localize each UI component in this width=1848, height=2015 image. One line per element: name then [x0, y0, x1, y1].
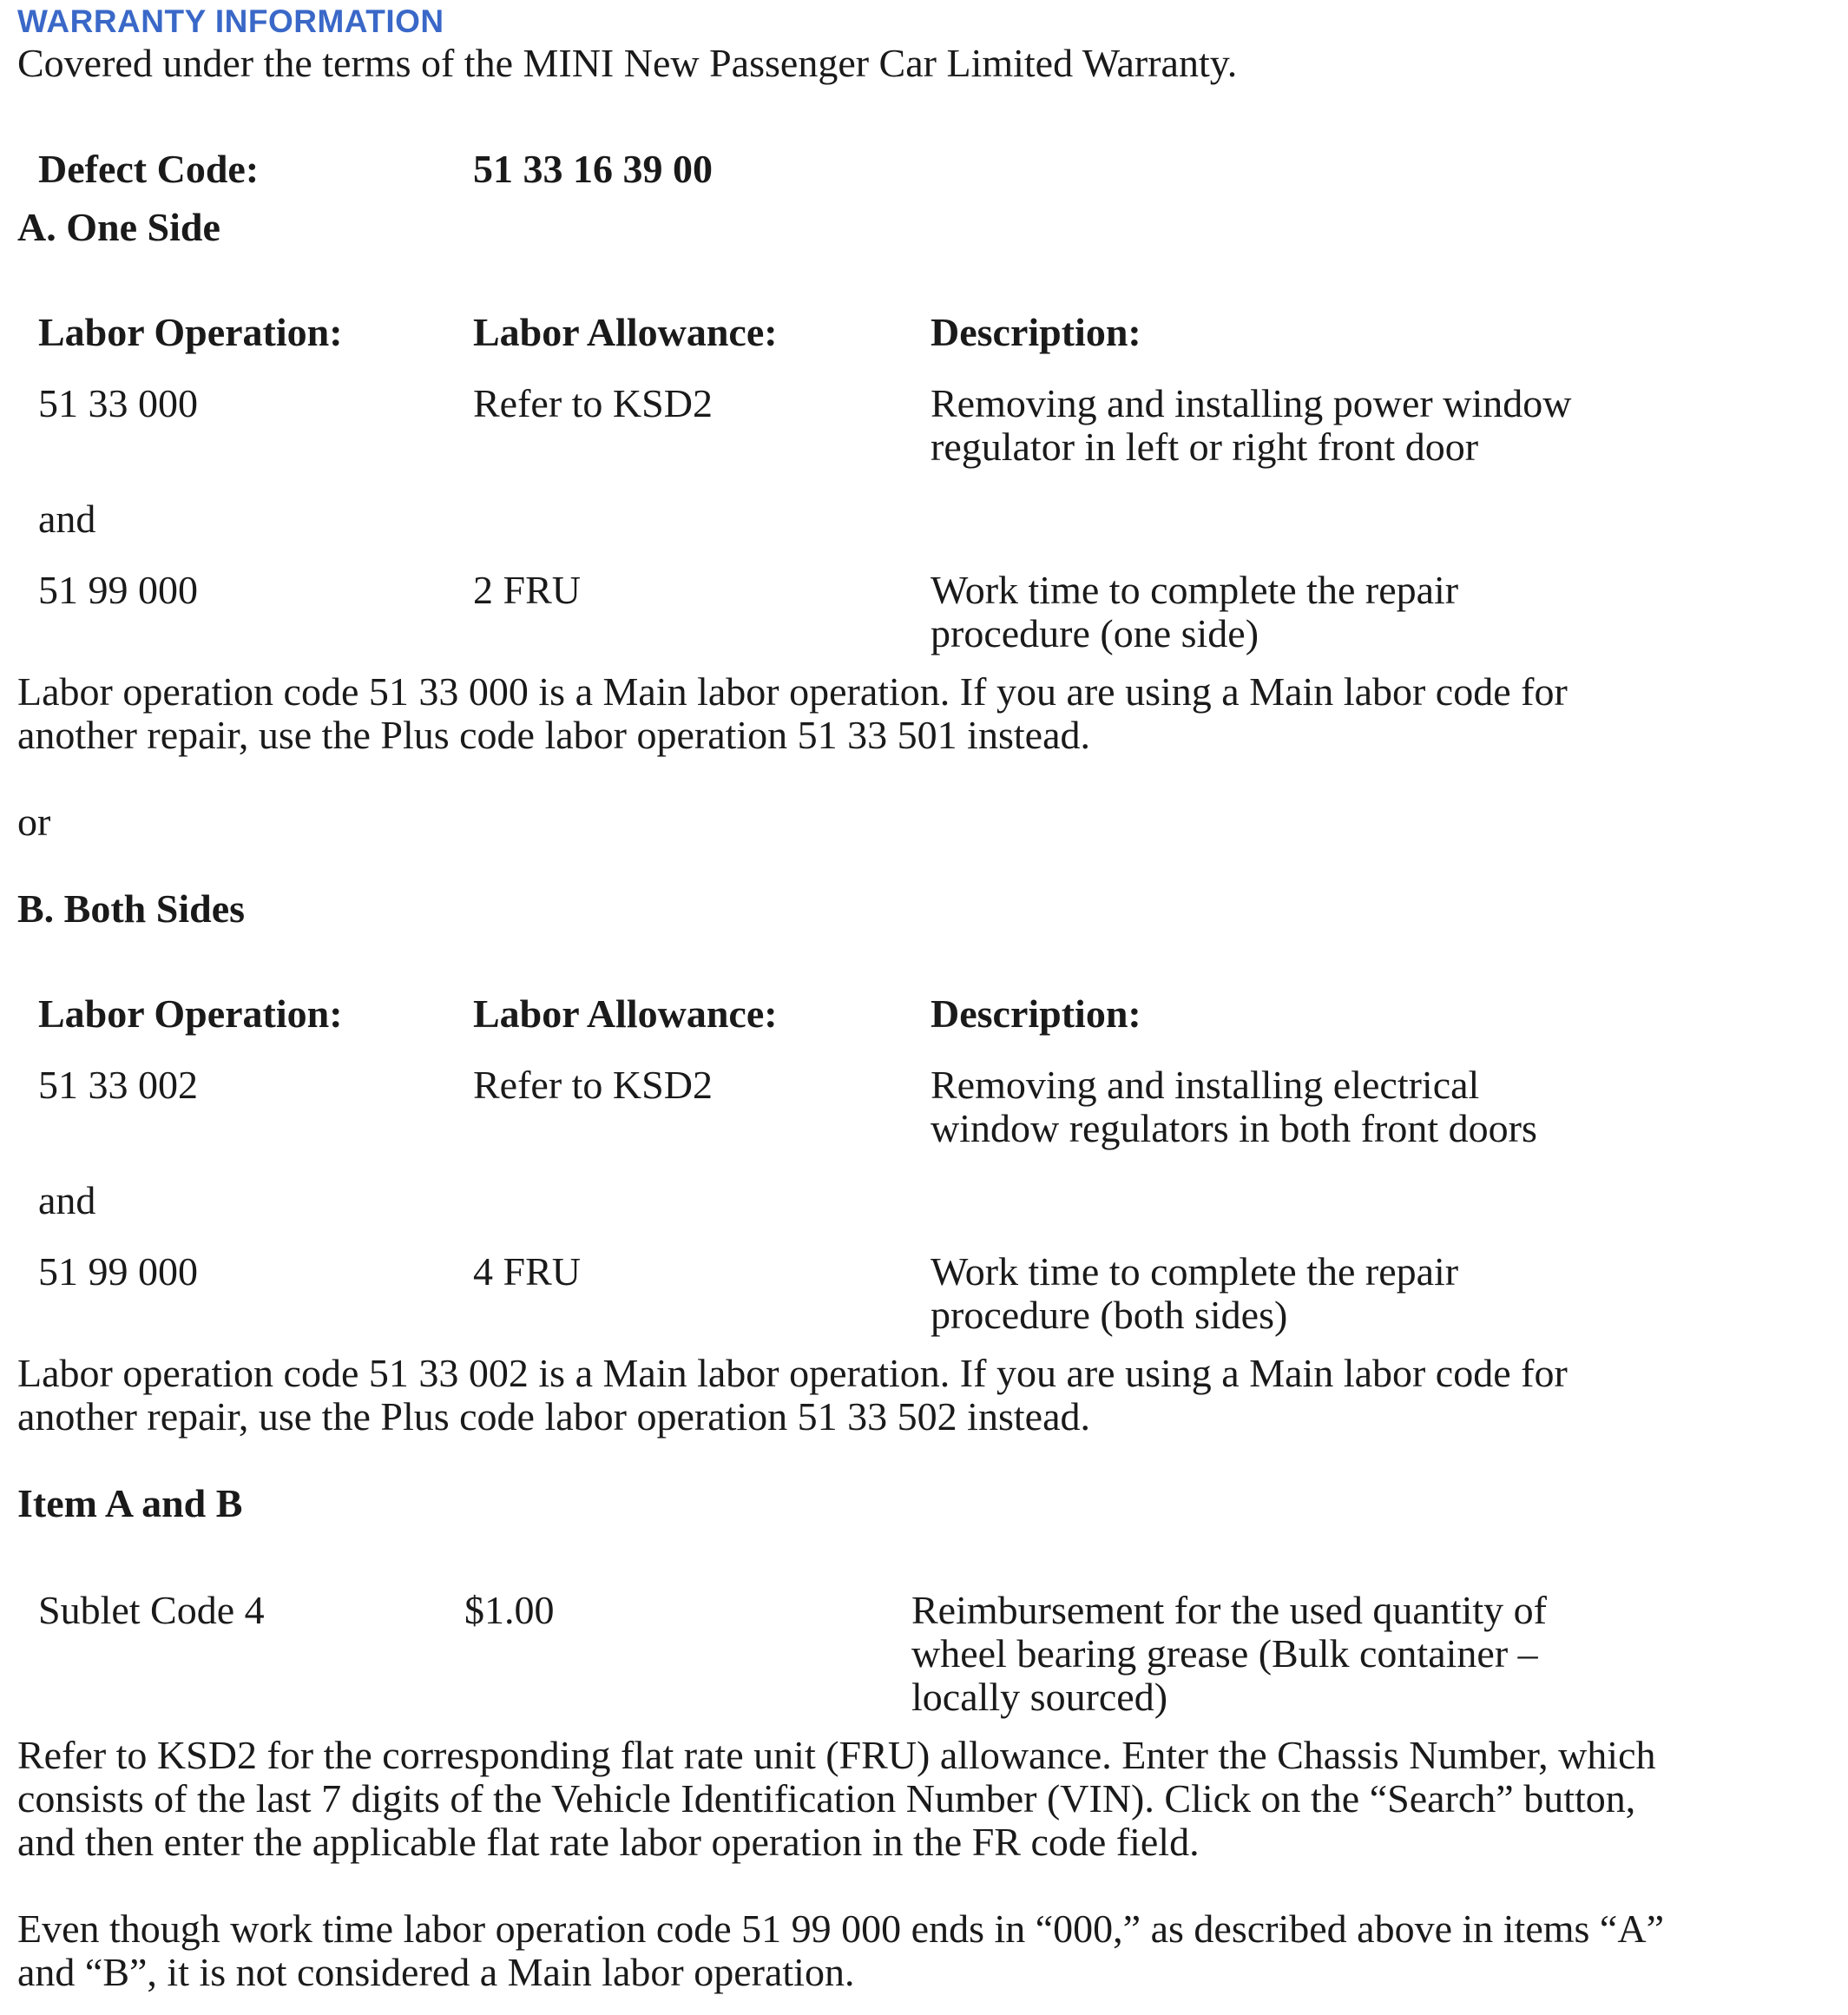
section-a-title: A. One Side	[17, 205, 220, 249]
sublet-description-line1: Reimbursement for the used quantity of	[911, 1588, 1548, 1632]
sublet-amount: $1.00	[464, 1588, 555, 1632]
section-a-connector: and	[38, 497, 96, 541]
defect-code-label: Defect Code:	[38, 147, 260, 191]
section-a-row2-description-line1: Work time to complete the repair	[931, 568, 1459, 612]
section-a-row1-allowance: Refer to KSD2	[473, 381, 713, 425]
note-paragraph-line2: and “B”, it is not considered a Main labor operation.	[17, 1950, 855, 1994]
section-b-row1-allowance: Refer to KSD2	[473, 1063, 713, 1107]
sublet-code: Sublet Code 4	[38, 1588, 265, 1632]
defect-code-value: 51 33 16 39 00	[473, 147, 713, 191]
section-b-connector: and	[38, 1178, 96, 1222]
section-b-row1-operation: 51 33 002	[38, 1063, 198, 1107]
ksd2-paragraph-line3: and then enter the applicable flat rate labor operation in the FR code field.	[17, 1820, 1200, 1864]
warranty-intro: Covered under the terms of the MINI New Passenger Car Limited Warranty.	[17, 41, 1238, 85]
section-a-header-allowance: Labor Allowance:	[473, 310, 778, 354]
sublet-description-line2: wheel bearing grease (Bulk container –	[911, 1631, 1538, 1676]
section-a-row1-operation: 51 33 000	[38, 381, 198, 425]
section-b-row1-description-line2: window regulators in both front doors	[931, 1106, 1537, 1150]
section-b-row2-description-line2: procedure (both sides)	[931, 1293, 1288, 1337]
section-b-row2-description-line1: Work time to complete the repair	[931, 1249, 1459, 1294]
section-a-note-line1: Labor operation code 51 33 000 is a Main labor operation. If you are using a Main labor code for	[17, 669, 1568, 714]
section-a-row2-operation: 51 99 000	[38, 568, 198, 612]
section-b-title: B. Both Sides	[17, 886, 246, 931]
section-a-row1-description-line2: regulator in left or right front door	[931, 425, 1479, 469]
section-a-row2-description-line2: procedure (one side)	[931, 611, 1259, 655]
section-b-row1-description-line1: Removing and installing electrical	[931, 1063, 1480, 1107]
section-a-header-description: Description:	[931, 310, 1141, 354]
sublet-description-line3: locally sourced)	[911, 1675, 1168, 1719]
section-a-row2-allowance: 2 FRU	[473, 568, 581, 612]
section-b-note-line2: another repair, use the Plus code labor operation 51 33 502 instead.	[17, 1394, 1090, 1439]
section-b-header-operation: Labor Operation:	[38, 991, 343, 1036]
note-paragraph-line1: Even though work time labor operation code 51 99 000 ends in “000,” as described above in items “A”	[17, 1906, 1664, 1951]
section-b-row2-operation: 51 99 000	[38, 1249, 198, 1294]
or-text: or	[17, 800, 51, 844]
section-b-note-line1: Labor operation code 51 33 002 is a Main labor operation. If you are using a Main labor code for	[17, 1351, 1568, 1395]
section-a-row1-description-line1: Removing and installing power window	[931, 381, 1572, 425]
section-b-header-description: Description:	[931, 991, 1141, 1036]
warranty-heading: WARRANTY INFORMATION	[17, 3, 444, 39]
ksd2-paragraph-line1: Refer to KSD2 for the corresponding flat rate unit (FRU) allowance. Enter the Chassis Number, which	[17, 1733, 1656, 1777]
section-b-header-allowance: Labor Allowance:	[473, 991, 778, 1036]
section-a-note-line2: another repair, use the Plus code labor operation 51 33 501 instead.	[17, 713, 1090, 757]
section-b-row2-allowance: 4 FRU	[473, 1249, 581, 1294]
ksd2-paragraph-line2: consists of the last 7 digits of the Vehicle Identification Number (VIN). Click on the “Search” button,	[17, 1776, 1636, 1821]
section-a-header-operation: Labor Operation:	[38, 310, 343, 354]
item-ab-title: Item A and B	[17, 1481, 243, 1525]
